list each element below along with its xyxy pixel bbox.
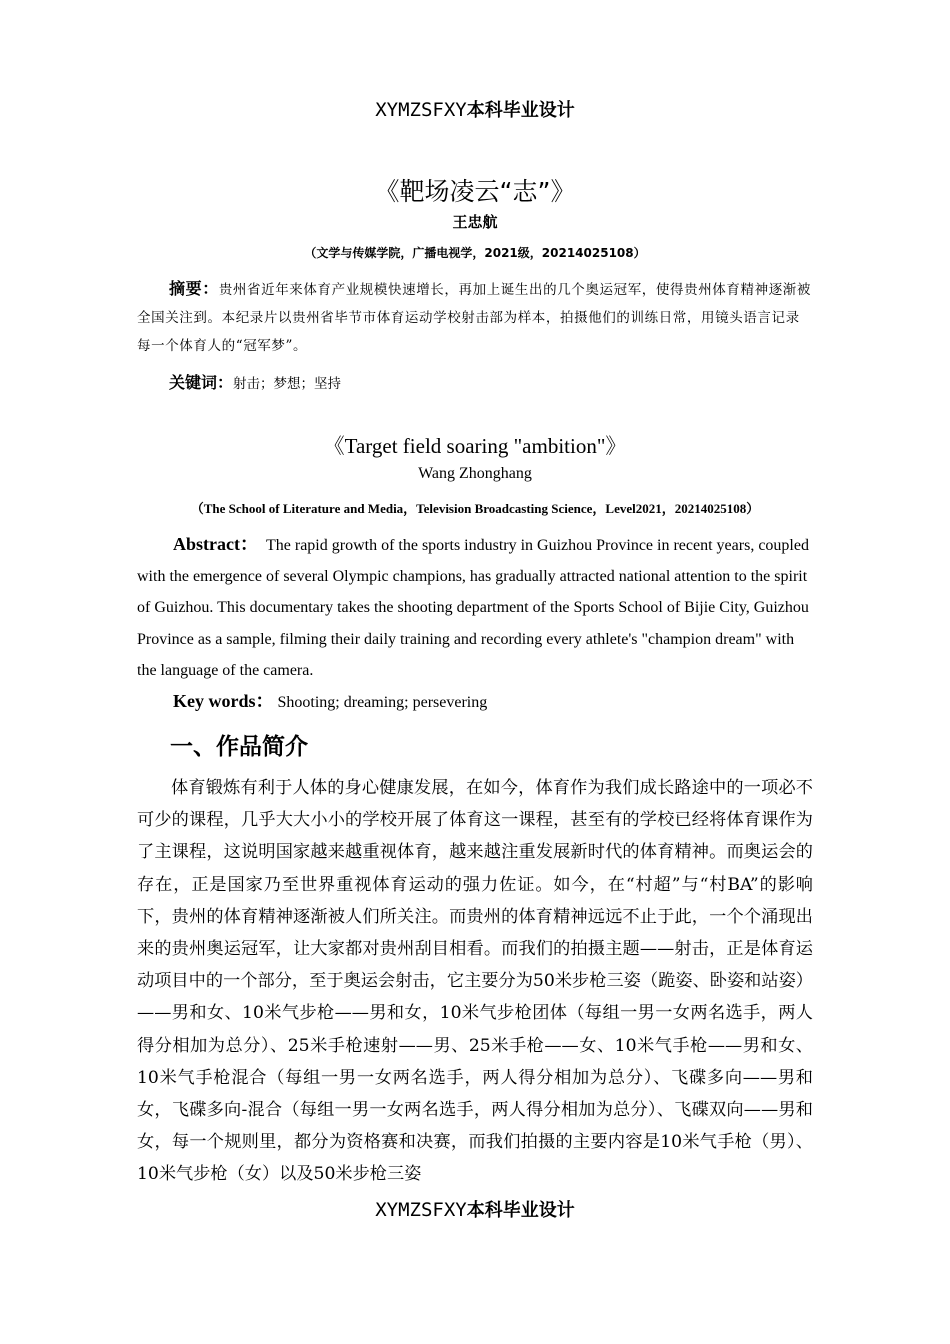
english-affiliation: （The School of Literature and Media，Television Broadcasting Science，Level2021，20214025108） <box>190 501 760 516</box>
section-heading: 一、作品简介 <box>170 734 308 760</box>
english-author: Wang Zhonghang <box>418 465 532 482</box>
page-header <box>0 96 950 122</box>
chinese-keywords-label: 关键词： <box>169 373 234 392</box>
chinese-keywords-text: 射击；梦想；坚持 <box>233 376 342 392</box>
english-keywords-label: Key words： <box>173 691 274 711</box>
chinese-abstract-label: 摘要： <box>169 279 219 298</box>
english-keywords-text: Shooting; dreaming; persevering <box>277 694 488 711</box>
section-body-paragraph: 体育锻炼有利于人体的身心健康发展，在如今，体育作为我们成长路途中的一项必不可少的课程，几乎大大小小的学校开展了体育这一课程，甚至有的学校已经将体育课作为了主课程，这说明国家越来越重视体育，越来越注重发展新时代的体育精神。而奥运会的存在，正是国家乃至世界重视体育运动的强力佐证。如今，在“村超”与“村BA”的影响下，贵州的体育精神逐渐被人们所关注。而贵州的体育精神远远不止于此，一个个涌现出来的贵州奥运冠军，让大家都对贵州刮目相看。而我们的拍摄主题——射击，正是体育运动项目中的一个部分，至于奥运会射击，它主要分为50米步枪三姿（跪姿、卧姿和站姿）——男和女、10米气步枪——男和女，10米气步枪团体（每组一男一女两名选手，两人得分相加为总分）、25米手枪速射——男、25米手枪——女、10米气手枪——男和女、10米气手枪混合（每组一男一女两名选手，两人得分相加为总分）、飞碟多向——男和女，飞碟多向-混合（每组一男一女两名选手，两人得分相加为总分）、飞碟双向——男和女，每一个规则里，都分为资格赛和决赛，而我们拍摄的主要内容是10米气手枪（男）、10米气步枪（女）以及50米步枪三姿 <box>137 778 813 1185</box>
english-keywords <box>137 687 813 717</box>
chinese-title: 《靶场凌云“志”》 <box>374 177 576 206</box>
chinese-affiliation: （文学与传媒学院，广播电视学，2021级，20214025108） <box>304 246 646 260</box>
english-abstract <box>137 529 813 686</box>
header-latin-text: XYMZSFXY <box>375 99 467 121</box>
english-abstract-label: Abstract： <box>173 534 258 554</box>
footer-latin-text: XYMZSFXY <box>375 1199 467 1221</box>
english-abstract-text: The rapid growth of the sports industry in Guizhou Province in recent years, coupled with the emergence of several Olympic champions, has gradually attracted national attention to the spirit of Guizhou. This documentary takes the shooting department of the Sports School of Bijie City, Guizhou Province as a sample, filming their daily training and recording every athlete's "champion dream" with the language of the camera. <box>137 537 809 679</box>
english-title: 《Target field soaring "ambition"》 <box>323 434 627 458</box>
chinese-abstract-text: 贵州省近年来体育产业规模快速增长，再加上诞生出的几个奥运冠军，使得贵州体育精神逐渐被全国关注到。本纪录片以贵州省毕节市体育运动学校射击部为样本，拍摄他们的训练日常，用镜头语言记录每一个体育人的“冠军梦”。 <box>137 282 812 354</box>
chinese-abstract <box>137 275 813 360</box>
chinese-author: 王忠航 <box>452 213 498 231</box>
chinese-keywords <box>137 370 813 397</box>
header-cn-text: 本科毕业设计 <box>466 100 575 121</box>
page-footer <box>0 1196 950 1222</box>
footer-cn-text: 本科毕业设计 <box>466 1200 575 1221</box>
